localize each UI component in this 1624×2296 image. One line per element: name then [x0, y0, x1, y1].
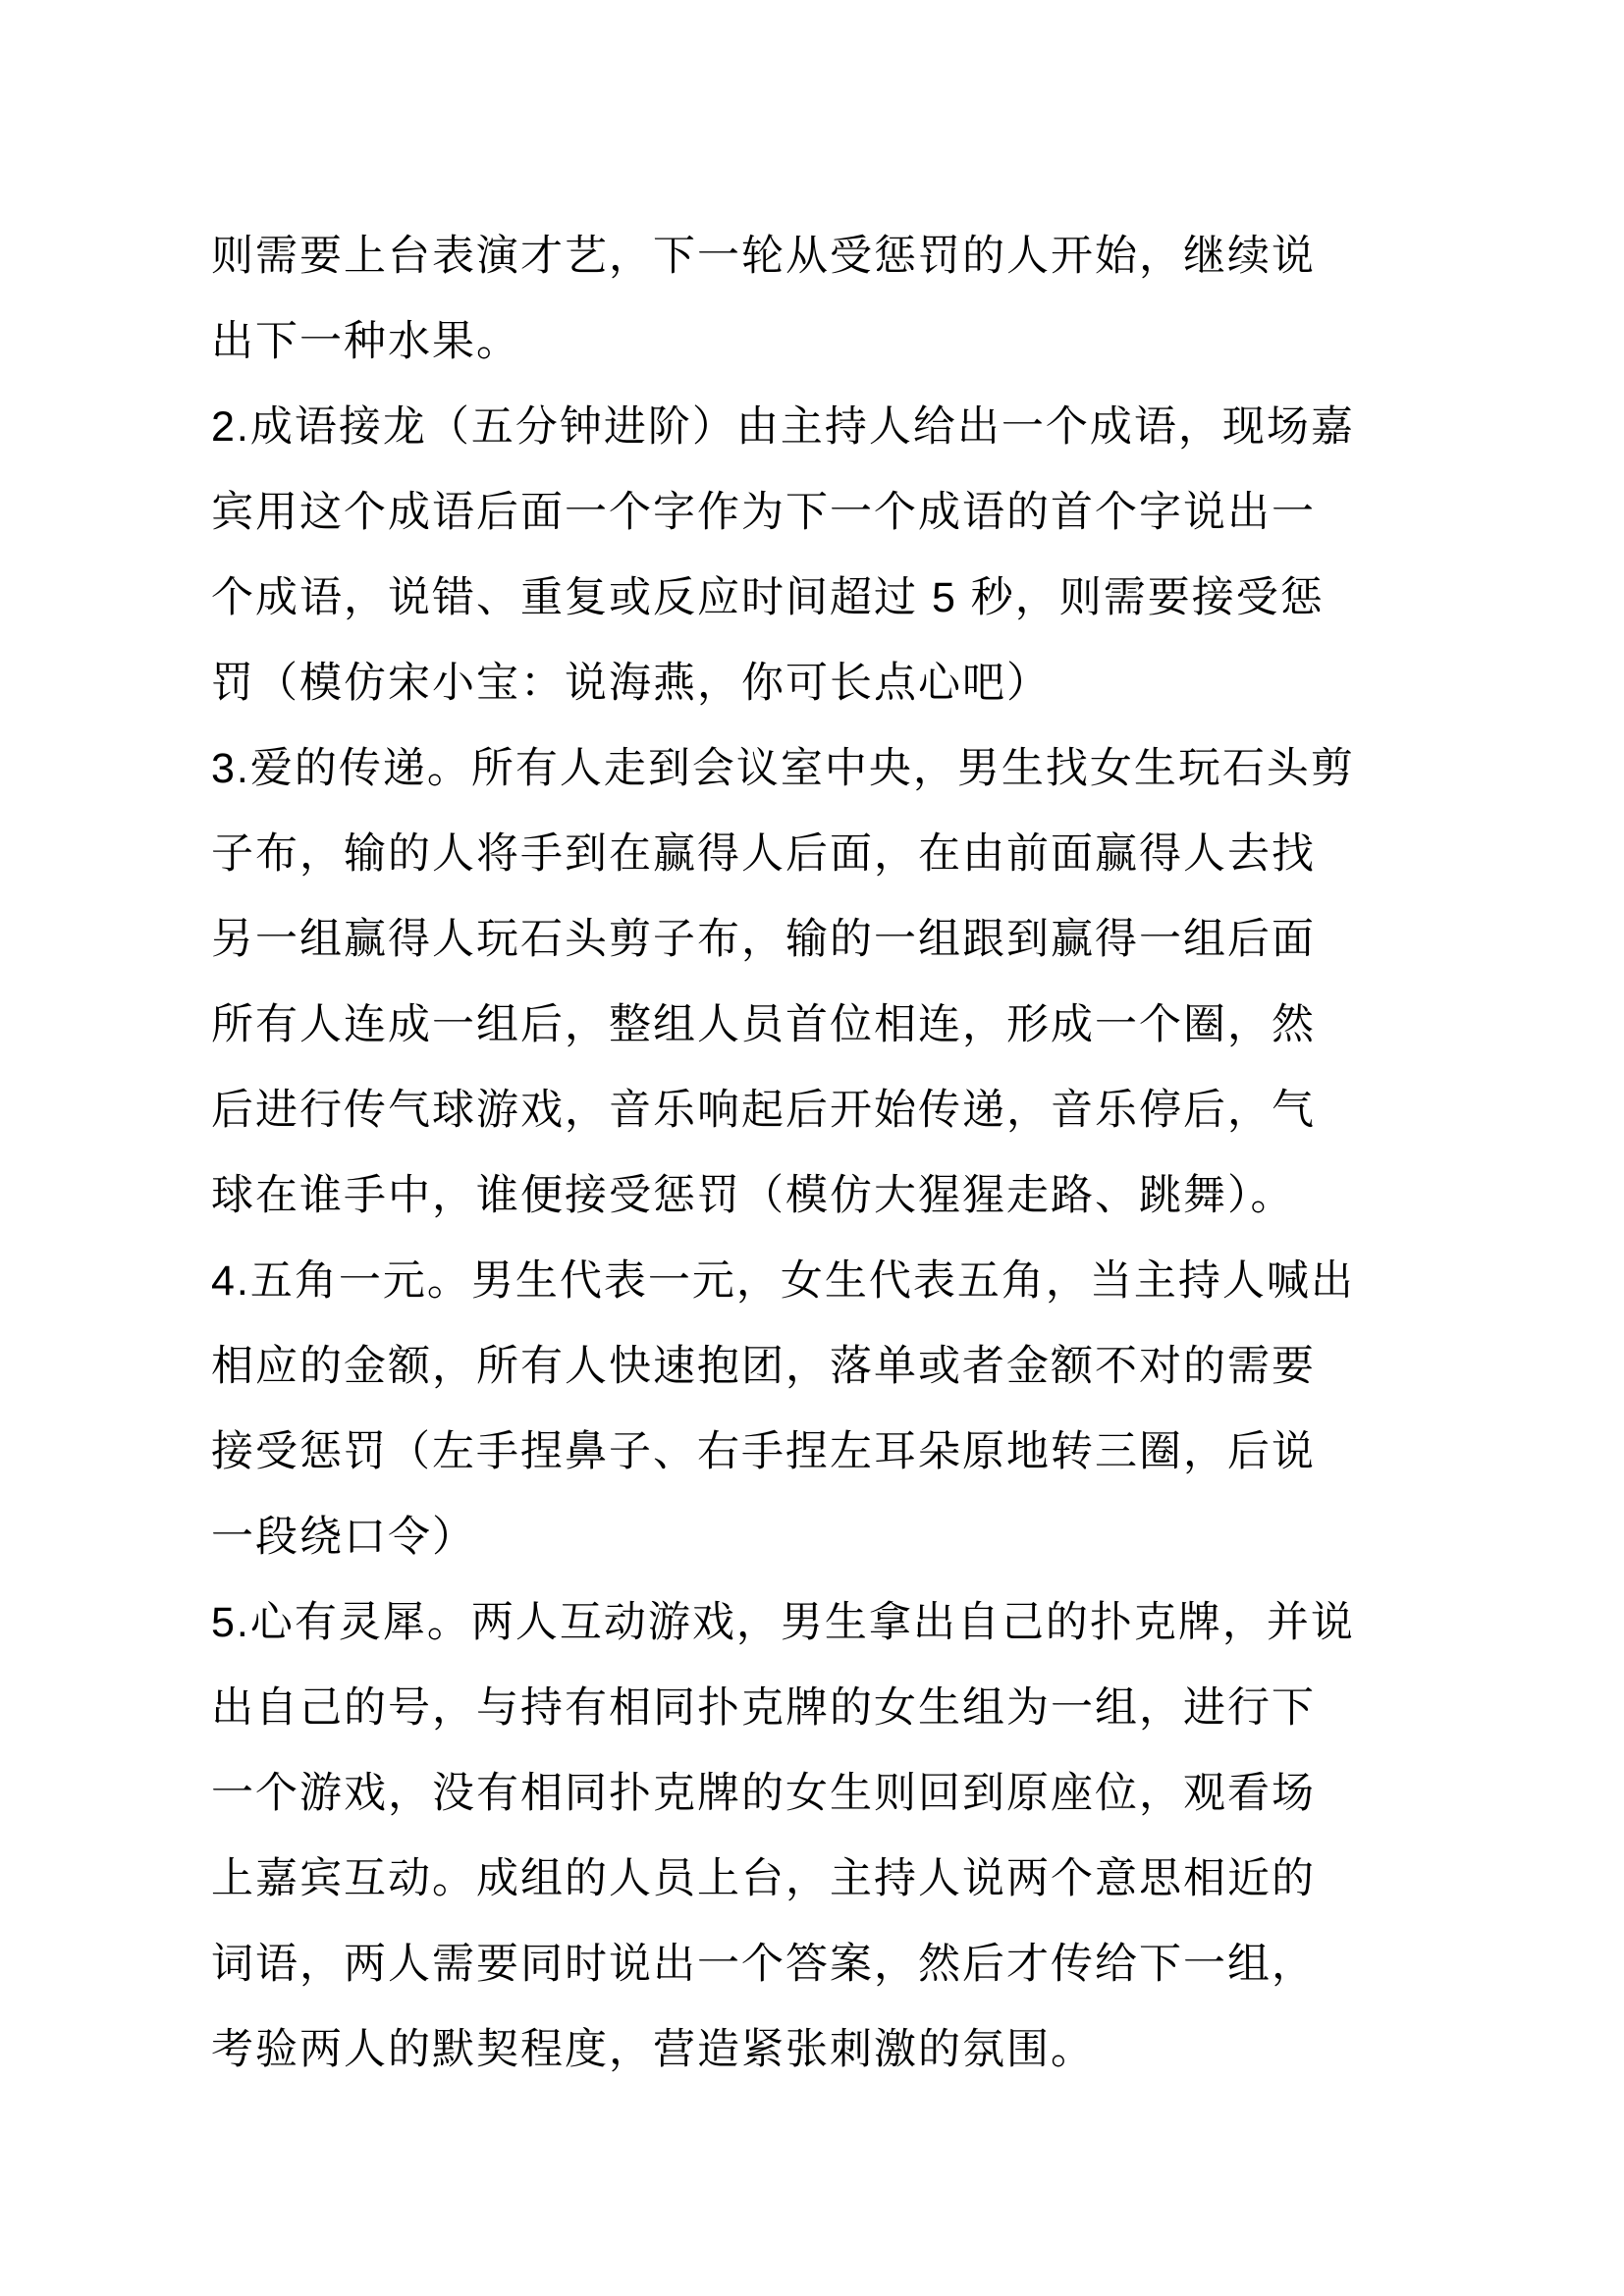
text-line: 考验两人的默契程度，营造紧张刺激的氛围。 [211, 2026, 1095, 2073]
text-line: 出自己的号，与持有相同扑克牌的女生组为一组，进行下 [211, 1684, 1316, 1732]
text-line: 个成语，说错、重复或反应时间超过 5 秒，则需要接受惩 [211, 574, 1325, 621]
text-line: 词语，两人需要同时说出一个答案，然后才传给下一组， [211, 1941, 1316, 1988]
text-line: 子布，输的人将手到在赢得人后面，在由前面赢得人去找 [211, 830, 1316, 878]
text-line: 相应的金额，所有人快速抱团，落单或者金额不对的需要 [211, 1343, 1316, 1390]
text-line: 另一组赢得人玩石头剪子布，输的一组跟到赢得一组后面 [211, 916, 1316, 963]
text-line: 出下一种水果。 [211, 318, 520, 365]
text-line: 一段绕口令） [211, 1514, 476, 1561]
text-line: 2.成语接龙（五分钟进阶）由主持人给出一个成语，现场嘉 [211, 403, 1355, 451]
text-line: 罚（模仿宋小宝：说海燕，你可长点心吧） [211, 660, 1051, 707]
text-line: 宾用这个成语后面一个字作为下一个成语的首个字说出一 [211, 489, 1316, 536]
text-line: 4.五角一元。男生代表一元，女生代表五角，当主持人喊出 [211, 1257, 1355, 1305]
text-line: 球在谁手中，谁便接受惩罚（模仿大猩猩走路、跳舞）。 [211, 1172, 1295, 1219]
text-line: 上嘉宾互动。成组的人员上台，主持人说两个意思相近的 [211, 1855, 1316, 1902]
text-line: 3.爱的传递。所有人走到会议室中央，男生找女生玩石头剪 [211, 745, 1355, 792]
text-line: 接受惩罚（左手捏鼻子、右手捏左耳朵原地转三圈，后说 [211, 1428, 1316, 1475]
text-line: 一个游戏，没有相同扑克牌的女生则回到原座位，观看场 [211, 1770, 1316, 1817]
text-line: 后进行传气球游戏，音乐响起后开始传递，音乐停后，气 [211, 1087, 1316, 1134]
text-line: 所有人连成一组后，整组人员首位相连，形成一个圈，然 [211, 1001, 1316, 1048]
document-text-block [211, 214, 1478, 2093]
text-line: 则需要上台表演才艺，下一轮从受惩罚的人开始，继续说 [211, 233, 1316, 280]
text-line: 5.心有灵犀。两人互动游戏，男生拿出自己的扑克牌，并说 [211, 1599, 1355, 1646]
